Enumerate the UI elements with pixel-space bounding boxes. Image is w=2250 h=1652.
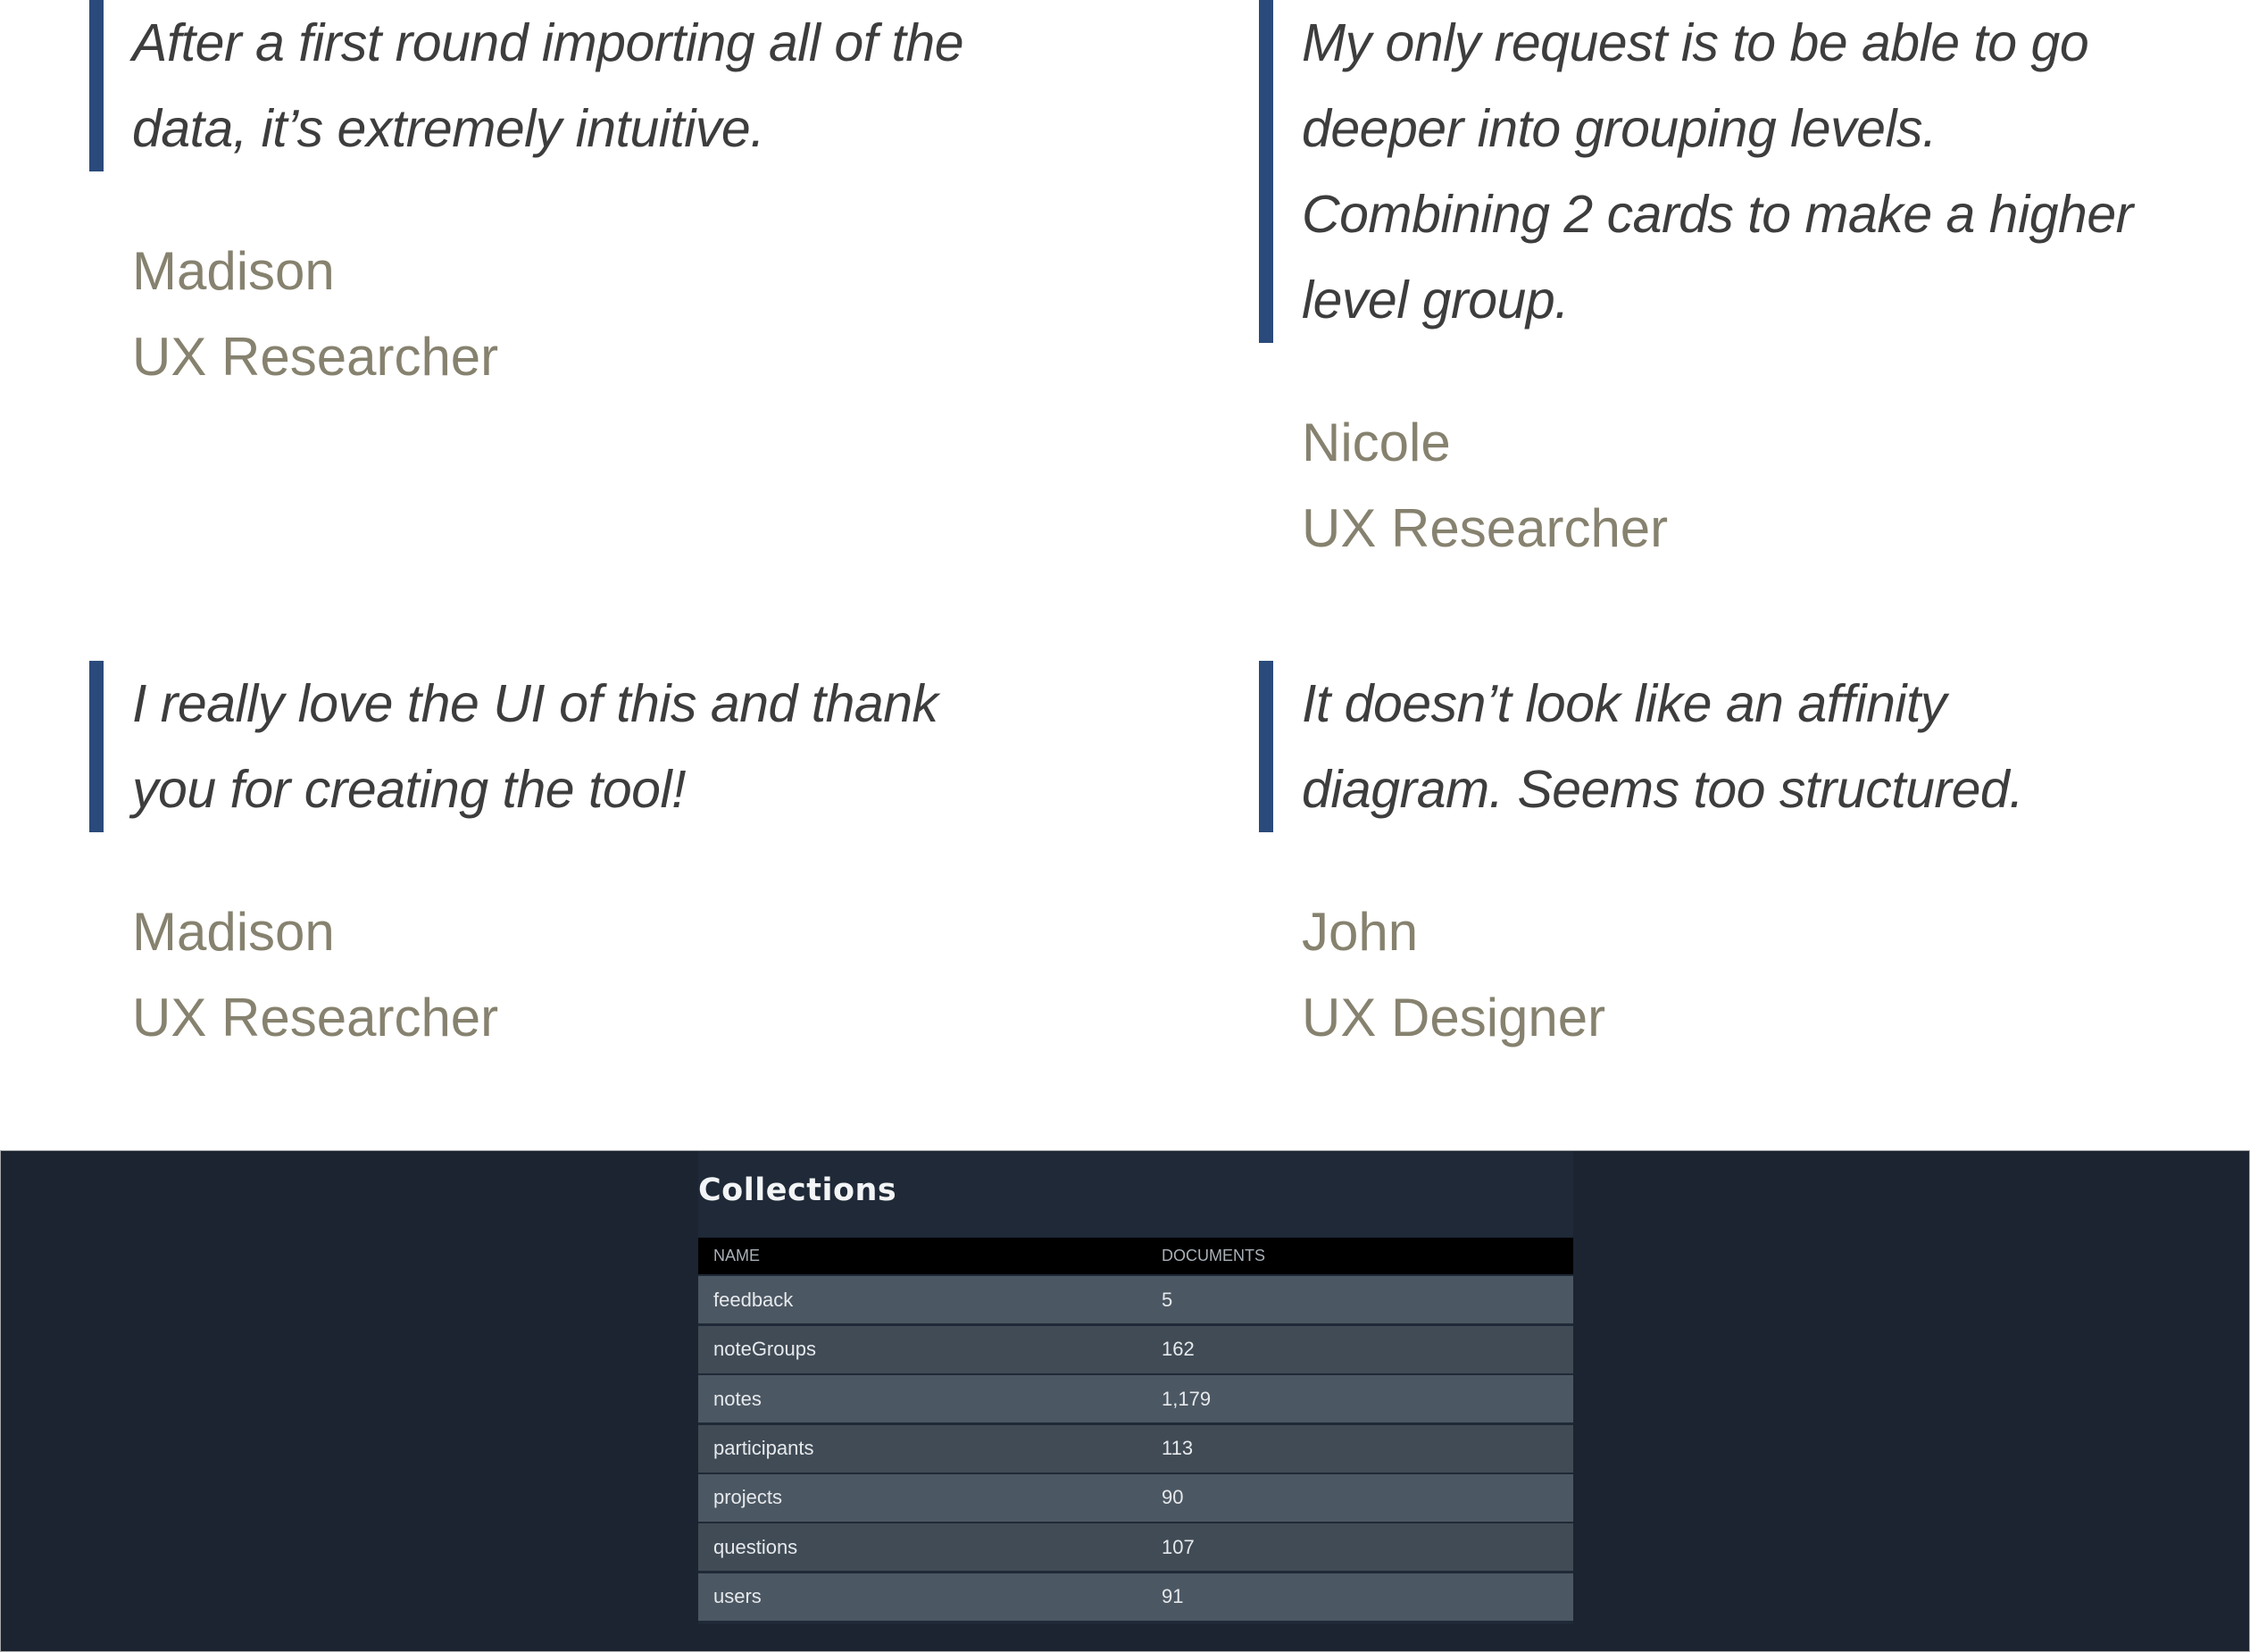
collection-document-count: 107	[1162, 1535, 1195, 1558]
collection-name: noteGroups	[713, 1338, 816, 1361]
collection-document-count: 91	[1162, 1585, 1184, 1608]
testimonial-author	[1302, 400, 1668, 572]
table-row[interactable]	[698, 1276, 1573, 1323]
collection-name: participants	[713, 1437, 814, 1460]
author-role: UX Researcher	[1302, 498, 1669, 558]
testimonial-quote	[1302, 0, 2133, 343]
collection-document-count: 5	[1162, 1288, 1173, 1311]
table-row[interactable]	[698, 1523, 1573, 1571]
collection-name: feedback	[713, 1288, 794, 1311]
author-name: John	[1302, 902, 1419, 962]
quote-line: diagram. Seems too structured.	[1302, 760, 2024, 819]
testimonial-quote	[132, 661, 938, 832]
table-row[interactable]	[698, 1375, 1573, 1423]
collection-name: users	[713, 1585, 762, 1608]
testimonial-quote	[1302, 661, 2023, 832]
author-name: Nicole	[1302, 413, 1451, 472]
quote-accent-bar	[1259, 661, 1273, 832]
quote-accent-bar	[1259, 0, 1273, 343]
quote-line: level group.	[1302, 271, 1570, 330]
collections-screenshot-panel	[0, 1150, 2250, 1652]
quote-accent-bar	[89, 0, 104, 171]
collection-name: notes	[713, 1387, 762, 1410]
table-row[interactable]	[698, 1474, 1573, 1522]
collection-name: questions	[713, 1535, 798, 1558]
quote-accent-bar	[89, 661, 104, 832]
author-role: UX Researcher	[132, 988, 499, 1047]
testimonial-author	[1302, 889, 1605, 1061]
quote-line: After a first round importing all of the	[132, 13, 964, 72]
table-row[interactable]	[698, 1573, 1573, 1621]
quote-line: you for creating the tool!	[132, 760, 686, 819]
collection-document-count: 90	[1162, 1486, 1184, 1509]
column-header-name[interactable]: NAME	[713, 1247, 761, 1264]
collection-document-count: 1,179	[1162, 1387, 1212, 1410]
testimonial-quote	[132, 0, 963, 171]
testimonial-author	[132, 889, 498, 1061]
table-row[interactable]	[698, 1425, 1573, 1473]
table-row[interactable]	[698, 1326, 1573, 1373]
collection-document-count: 113	[1162, 1437, 1194, 1460]
collections-title: Collections	[698, 1172, 897, 1208]
quote-line: I really love the UI of this and thank	[132, 674, 938, 733]
author-role: UX Researcher	[132, 327, 499, 387]
quote-line: data, it’s extremely intuitive.	[132, 99, 765, 158]
author-role: UX Designer	[1302, 988, 1606, 1047]
quote-line: Combining 2 cards to make a higher	[1302, 185, 2133, 244]
author-name: Madison	[132, 902, 335, 962]
quote-line: It doesn’t look like an affinity	[1302, 674, 1946, 733]
author-name: Madison	[132, 241, 335, 301]
testimonial-author	[132, 229, 498, 400]
collections-table	[698, 1238, 1573, 1621]
table-header	[698, 1238, 1573, 1274]
quote-line: My only request is to be able to go	[1302, 13, 2089, 72]
collections-view	[698, 1151, 1573, 1624]
collection-document-count: 162	[1162, 1338, 1195, 1361]
collection-name: projects	[713, 1486, 783, 1509]
column-header-documents[interactable]: DOCUMENTS	[1162, 1247, 1265, 1264]
quote-line: deeper into grouping levels.	[1302, 99, 1937, 158]
